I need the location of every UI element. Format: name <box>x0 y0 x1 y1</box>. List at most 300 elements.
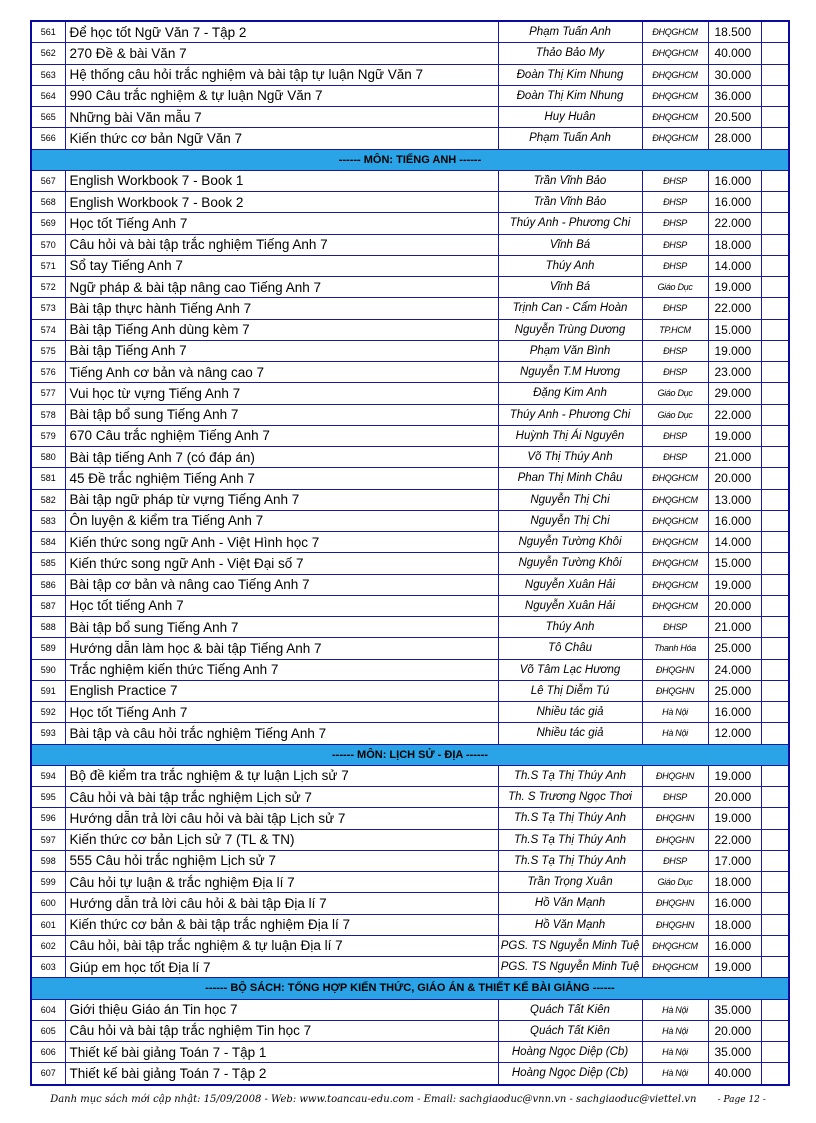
book-author: Lê Thị Diễm Tú <box>498 680 642 701</box>
book-publisher: ĐHQGHCM <box>642 595 708 616</box>
book-price: 19.000 <box>708 808 761 829</box>
book-title: Câu hỏi và bài tập trắc nghiệm Tiếng Anh 7 <box>65 234 498 255</box>
book-author: PGS. TS Nguyễn Minh Tuệ <box>498 957 642 978</box>
book-author: Nguyễn Trùng Dương <box>498 319 642 340</box>
book-row <box>31 574 789 595</box>
book-author: Vĩnh Bá <box>498 234 642 255</box>
book-title: English Workbook 7 - Book 1 <box>65 170 498 191</box>
book-publisher: ĐHSP <box>642 362 708 383</box>
book-publisher: ĐHSP <box>642 617 708 638</box>
order-cell <box>761 447 789 468</box>
book-publisher: Giáo Dục <box>642 404 708 425</box>
book-publisher: ĐHSP <box>642 192 708 213</box>
book-number: 562 <box>31 43 65 64</box>
book-price: 22.000 <box>708 298 761 319</box>
book-price: 19.000 <box>708 574 761 595</box>
order-cell <box>761 935 789 956</box>
book-row <box>31 489 789 510</box>
book-author: Nguyễn T.M Hương <box>498 362 642 383</box>
book-publisher: ĐHQGHCM <box>642 553 708 574</box>
book-price: 28.000 <box>708 128 761 149</box>
order-cell <box>761 213 789 234</box>
book-number: 592 <box>31 702 65 723</box>
book-publisher: ĐHQGHCM <box>642 85 708 106</box>
order-cell <box>761 489 789 510</box>
book-catalog-table <box>30 20 790 1086</box>
book-author: Đoàn Thị Kim Nhung <box>498 85 642 106</box>
book-publisher: ĐHSP <box>642 213 708 234</box>
book-row <box>31 999 789 1020</box>
book-number: 580 <box>31 447 65 468</box>
book-publisher: ĐHSP <box>642 255 708 276</box>
order-cell <box>761 340 789 361</box>
order-cell <box>761 468 789 489</box>
book-title: 45 Đề trắc nghiệm Tiếng Anh 7 <box>65 468 498 489</box>
book-number: 593 <box>31 723 65 744</box>
book-number: 584 <box>31 532 65 553</box>
order-cell <box>761 255 789 276</box>
book-price: 21.000 <box>708 447 761 468</box>
book-price: 19.000 <box>708 425 761 446</box>
book-author: Trịnh Can - Cẩm Hoàn <box>498 298 642 319</box>
order-cell <box>761 957 789 978</box>
book-title: Bộ đề kiểm tra trắc nghiệm & tự luận Lịch sử 7 <box>65 765 498 786</box>
book-author: Thúy Anh - Phương Chi <box>498 404 642 425</box>
book-price: 14.000 <box>708 255 761 276</box>
book-row <box>31 404 789 425</box>
book-price: 19.000 <box>708 957 761 978</box>
book-row <box>31 808 789 829</box>
book-author: Th.S Tạ Thị Thúy Anh <box>498 765 642 786</box>
book-publisher: ĐHSP <box>642 170 708 191</box>
order-cell <box>761 680 789 701</box>
book-author: Quách Tất Kiên <box>498 1020 642 1041</box>
book-author: Hoàng Ngọc Diệp (Cb) <box>498 1042 642 1063</box>
book-number: 598 <box>31 850 65 871</box>
book-publisher: TP.HCM <box>642 319 708 340</box>
book-title: Những bài Văn mẫu 7 <box>65 107 498 128</box>
book-price: 36.000 <box>708 85 761 106</box>
book-publisher: ĐHSP <box>642 850 708 871</box>
book-price: 19.000 <box>708 277 761 298</box>
book-price: 16.000 <box>708 170 761 191</box>
order-cell <box>761 404 789 425</box>
book-title: English Workbook 7 - Book 2 <box>65 192 498 213</box>
book-price: 35.000 <box>708 1042 761 1063</box>
book-author: Huỳnh Thị Ái Nguyên <box>498 425 642 446</box>
book-row <box>31 107 789 128</box>
book-price: 13.000 <box>708 489 761 510</box>
book-number: 570 <box>31 234 65 255</box>
book-price: 16.000 <box>708 192 761 213</box>
book-row <box>31 1063 789 1085</box>
book-row <box>31 617 789 638</box>
book-price: 20.000 <box>708 595 761 616</box>
order-cell <box>761 765 789 786</box>
book-publisher: ĐHQGHCM <box>642 468 708 489</box>
book-row <box>31 659 789 680</box>
book-author: Trần Trọng Xuân <box>498 872 642 893</box>
book-title: Kiến thức song ngữ Anh - Việt Hình học 7 <box>65 532 498 553</box>
book-publisher: ĐHSP <box>642 340 708 361</box>
book-publisher: Hà Nội <box>642 999 708 1020</box>
order-cell <box>761 595 789 616</box>
book-price: 20.000 <box>708 787 761 808</box>
book-number: 582 <box>31 489 65 510</box>
order-cell <box>761 362 789 383</box>
book-row <box>31 765 789 786</box>
book-row <box>31 192 789 213</box>
book-price: 15.000 <box>708 553 761 574</box>
book-number: 567 <box>31 170 65 191</box>
book-number: 595 <box>31 787 65 808</box>
book-row <box>31 957 789 978</box>
book-publisher: Hà Nội <box>642 723 708 744</box>
order-cell <box>761 319 789 340</box>
book-title: Trắc nghiệm kiến thức Tiếng Anh 7 <box>65 659 498 680</box>
book-publisher: Giáo Dục <box>642 383 708 404</box>
book-number: 589 <box>31 638 65 659</box>
book-author: Vĩnh Bá <box>498 277 642 298</box>
book-row <box>31 702 789 723</box>
book-number: 566 <box>31 128 65 149</box>
book-number: 606 <box>31 1042 65 1063</box>
book-title: Học tốt Tiếng Anh 7 <box>65 213 498 234</box>
book-title: Thiết kế bài giảng Toán 7 - Tập 1 <box>65 1042 498 1063</box>
book-row <box>31 447 789 468</box>
order-cell <box>761 298 789 319</box>
book-row <box>31 128 789 149</box>
book-publisher: ĐHQGHCM <box>642 510 708 531</box>
book-title: Giúp em học tốt Địa lí 7 <box>65 957 498 978</box>
order-cell <box>761 234 789 255</box>
book-row <box>31 255 789 276</box>
book-author: Hồ Văn Mạnh <box>498 893 642 914</box>
book-row <box>31 234 789 255</box>
book-publisher: ĐHSP <box>642 298 708 319</box>
book-publisher: ĐHQGHCM <box>642 489 708 510</box>
order-cell <box>761 85 789 106</box>
book-title: Câu hỏi, bài tập trắc nghiệm & tự luận Địa lí 7 <box>65 935 498 956</box>
order-cell <box>761 192 789 213</box>
order-cell <box>761 170 789 191</box>
book-title: Hướng dẫn trả lời câu hỏi và bài tập Lịch sử 7 <box>65 808 498 829</box>
book-number: 601 <box>31 914 65 935</box>
book-title: Ngữ pháp & bài tập nâng cao Tiếng Anh 7 <box>65 277 498 298</box>
book-author: Trần Vĩnh Bảo <box>498 192 642 213</box>
book-price: 16.000 <box>708 893 761 914</box>
book-row <box>31 723 789 744</box>
book-price: 18.500 <box>708 21 761 43</box>
book-author: Hoàng Ngọc Diệp (Cb) <box>498 1063 642 1085</box>
book-number: 591 <box>31 680 65 701</box>
book-price: 23.000 <box>708 362 761 383</box>
book-row <box>31 850 789 871</box>
book-price: 40.000 <box>708 43 761 64</box>
book-row <box>31 277 789 298</box>
book-number: 604 <box>31 999 65 1020</box>
book-row <box>31 595 789 616</box>
book-publisher: ĐHQGHN <box>642 680 708 701</box>
book-row <box>31 893 789 914</box>
order-cell <box>761 553 789 574</box>
book-title: Học tốt tiếng Anh 7 <box>65 595 498 616</box>
section-header-row <box>31 978 789 999</box>
book-row <box>31 532 789 553</box>
book-title: Để học tốt Ngữ Văn 7 - Tập 2 <box>65 21 498 43</box>
book-publisher: Hà Nội <box>642 1020 708 1041</box>
book-title: Câu hỏi và bài tập trắc nghiệm Tin học 7 <box>65 1020 498 1041</box>
book-row <box>31 362 789 383</box>
book-author: Nguyễn Tường Khôi <box>498 553 642 574</box>
book-price: 19.000 <box>708 765 761 786</box>
book-price: 19.000 <box>708 340 761 361</box>
book-author: Võ Thị Thúy Anh <box>498 447 642 468</box>
book-author: Huy Huân <box>498 107 642 128</box>
book-price: 20.000 <box>708 1020 761 1041</box>
order-cell <box>761 1042 789 1063</box>
book-author: Thúy Anh - Phương Chi <box>498 213 642 234</box>
book-title: Bài tập bổ sung Tiếng Anh 7 <box>65 404 498 425</box>
order-cell <box>761 107 789 128</box>
book-row <box>31 340 789 361</box>
book-publisher: ĐHQGHN <box>642 893 708 914</box>
book-publisher: ĐHSP <box>642 787 708 808</box>
book-title: Bài tập thực hành Tiếng Anh 7 <box>65 298 498 319</box>
book-price: 35.000 <box>708 999 761 1020</box>
order-cell <box>761 425 789 446</box>
book-row <box>31 787 789 808</box>
book-row <box>31 914 789 935</box>
book-publisher: ĐHQGHN <box>642 914 708 935</box>
book-author: Thảo Bảo My <box>498 43 642 64</box>
book-author: Nguyễn Tường Khôi <box>498 532 642 553</box>
book-number: 607 <box>31 1063 65 1085</box>
book-title: Câu hỏi và bài tập trắc nghiệm Lịch sử 7 <box>65 787 498 808</box>
section-header-row <box>31 149 789 170</box>
book-price: 40.000 <box>708 1063 761 1085</box>
book-row <box>31 1020 789 1041</box>
book-row <box>31 298 789 319</box>
book-price: 22.000 <box>708 404 761 425</box>
book-author: PGS. TS Nguyễn Minh Tuệ <box>498 935 642 956</box>
book-price: 25.000 <box>708 680 761 701</box>
book-title: Tiếng Anh cơ bản và nâng cao 7 <box>65 362 498 383</box>
order-cell <box>761 723 789 744</box>
book-publisher: Hà Nội <box>642 1063 708 1085</box>
book-publisher: ĐHQGHN <box>642 659 708 680</box>
book-price: 24.000 <box>708 659 761 680</box>
section-header-row <box>31 744 789 765</box>
book-price: 17.000 <box>708 850 761 871</box>
order-cell <box>761 128 789 149</box>
book-row <box>31 553 789 574</box>
order-cell <box>761 787 789 808</box>
book-number: 569 <box>31 213 65 234</box>
book-price: 29.000 <box>708 383 761 404</box>
catalog-rows <box>31 21 789 1085</box>
section-title: ------ MÔN: LỊCH SỬ - ĐỊA ------ <box>31 744 789 765</box>
book-publisher: ĐHSP <box>642 234 708 255</box>
book-row <box>31 383 789 404</box>
book-title: Vui học từ vựng Tiếng Anh 7 <box>65 383 498 404</box>
book-title: Hướng dẫn làm học & bài tập Tiếng Anh 7 <box>65 638 498 659</box>
book-number: 594 <box>31 765 65 786</box>
book-price: 22.000 <box>708 213 761 234</box>
book-title: Bài tập bổ sung Tiếng Anh 7 <box>65 617 498 638</box>
book-author: Tô Châu <box>498 638 642 659</box>
book-title: 270 Đề & bài Văn 7 <box>65 43 498 64</box>
book-title: Học tốt Tiếng Anh 7 <box>65 702 498 723</box>
book-number: 571 <box>31 255 65 276</box>
book-row <box>31 680 789 701</box>
book-title: Hướng dẫn trả lời câu hỏi & bài tập Địa lí 7 <box>65 893 498 914</box>
book-price: 18.000 <box>708 872 761 893</box>
book-row <box>31 510 789 531</box>
book-title: Câu hỏi tự luận & trắc nghiệm Địa lí 7 <box>65 872 498 893</box>
book-publisher: Hà Nội <box>642 702 708 723</box>
book-number: 602 <box>31 935 65 956</box>
book-title: Kiến thức song ngữ Anh - Việt Đại số 7 <box>65 553 498 574</box>
book-publisher: ĐHSP <box>642 425 708 446</box>
book-price: 16.000 <box>708 935 761 956</box>
order-cell <box>761 1063 789 1085</box>
book-price: 15.000 <box>708 319 761 340</box>
book-price: 20.000 <box>708 468 761 489</box>
order-cell <box>761 64 789 85</box>
book-price: 16.000 <box>708 702 761 723</box>
book-number: 599 <box>31 872 65 893</box>
book-publisher: ĐHQGHCM <box>642 574 708 595</box>
book-row <box>31 170 789 191</box>
order-cell <box>761 914 789 935</box>
book-price: 18.000 <box>708 234 761 255</box>
book-title: English Practice 7 <box>65 680 498 701</box>
book-row <box>31 935 789 956</box>
book-number: 574 <box>31 319 65 340</box>
order-cell <box>761 383 789 404</box>
book-title: Bài tập Tiếng Anh 7 <box>65 340 498 361</box>
book-author: Th.S Tạ Thị Thúy Anh <box>498 850 642 871</box>
book-author: Thúy Anh <box>498 255 642 276</box>
book-number: 572 <box>31 277 65 298</box>
order-cell <box>761 659 789 680</box>
book-price: 18.000 <box>708 914 761 935</box>
book-publisher: ĐHQGHCM <box>642 532 708 553</box>
book-title: Ôn luyện & kiểm tra Tiếng Anh 7 <box>65 510 498 531</box>
book-publisher: ĐHQGHN <box>642 765 708 786</box>
book-author: Nhiều tác giả <box>498 702 642 723</box>
book-price: 21.000 <box>708 617 761 638</box>
book-author: Đặng Kim Anh <box>498 383 642 404</box>
book-author: Phạm Tuấn Anh <box>498 21 642 43</box>
book-title: Kiến thức cơ bản Ngữ Văn 7 <box>65 128 498 149</box>
book-author: Nguyễn Thị Chi <box>498 510 642 531</box>
book-publisher: ĐHQGHCM <box>642 107 708 128</box>
book-row <box>31 21 789 43</box>
book-price: 20.500 <box>708 107 761 128</box>
book-title: 555 Câu hỏi trắc nghiệm Lịch sử 7 <box>65 850 498 871</box>
order-cell <box>761 850 789 871</box>
book-price: 12.000 <box>708 723 761 744</box>
page-footer <box>0 1094 816 1105</box>
book-row <box>31 829 789 850</box>
book-publisher: ĐHQGHCM <box>642 957 708 978</box>
book-author: Phạm Tuấn Anh <box>498 128 642 149</box>
book-publisher: ĐHQGHCM <box>642 21 708 43</box>
book-title: Kiến thức cơ bản & bài tập trắc nghiệm Địa lí 7 <box>65 914 498 935</box>
book-title: Bài tập Tiếng Anh dùng kèm 7 <box>65 319 498 340</box>
book-number: 561 <box>31 21 65 43</box>
book-number: 563 <box>31 64 65 85</box>
book-title: Hệ thống câu hỏi trắc nghiệm và bài tập tự luận Ngữ Văn 7 <box>65 64 498 85</box>
book-publisher: ĐHSP <box>642 447 708 468</box>
book-number: 573 <box>31 298 65 319</box>
book-author: Nguyễn Thị Chi <box>498 489 642 510</box>
book-title: 670 Câu trắc nghiệm Tiếng Anh 7 <box>65 425 498 446</box>
order-cell <box>761 617 789 638</box>
book-author: Đoàn Thị Kim Nhung <box>498 64 642 85</box>
order-cell <box>761 21 789 43</box>
order-cell <box>761 277 789 298</box>
book-number: 581 <box>31 468 65 489</box>
order-cell <box>761 702 789 723</box>
book-row <box>31 1042 789 1063</box>
book-row <box>31 43 789 64</box>
book-price: 30.000 <box>708 64 761 85</box>
section-title: ------ MÔN: TIẾNG ANH ------ <box>31 149 789 170</box>
page-number: - Page 12 - <box>717 1095 766 1105</box>
book-publisher: ĐHQGHCM <box>642 935 708 956</box>
book-number: 565 <box>31 107 65 128</box>
book-author: Trần Vĩnh Bảo <box>498 170 642 191</box>
book-author: Quách Tất Kiên <box>498 999 642 1020</box>
book-author: Phạm Văn Bình <box>498 340 642 361</box>
book-publisher: ĐHQGHCM <box>642 43 708 64</box>
book-title: Giới thiệu Giáo án Tin học 7 <box>65 999 498 1020</box>
book-number: 596 <box>31 808 65 829</box>
book-number: 605 <box>31 1020 65 1041</box>
book-row <box>31 425 789 446</box>
book-title: Sổ tay Tiếng Anh 7 <box>65 255 498 276</box>
book-author: Hồ Văn Mạnh <box>498 914 642 935</box>
book-publisher: ĐHQGHN <box>642 829 708 850</box>
book-title: 990 Câu trắc nghiệm & tự luận Ngữ Văn 7 <box>65 85 498 106</box>
book-title: Thiết kế bài giảng Toán 7 - Tập 2 <box>65 1063 498 1085</box>
book-author: Nhiều tác giả <box>498 723 642 744</box>
book-row <box>31 638 789 659</box>
book-title: Kiến thức cơ bản Lịch sử 7 (TL & TN) <box>65 829 498 850</box>
book-row <box>31 468 789 489</box>
book-publisher: ĐHQGHCM <box>642 64 708 85</box>
book-author: Th.S Tạ Thị Thúy Anh <box>498 808 642 829</box>
book-number: 587 <box>31 595 65 616</box>
book-price: 14.000 <box>708 532 761 553</box>
book-author: Thúy Anh <box>498 617 642 638</box>
footer-text: Danh mục sách mới cập nhật: 15/09/2008 - Web: www.toancau-edu.com - Email: sachgiaoduc@vnn.vn - sachgiaoduc@viettel.vn <box>50 1094 697 1105</box>
book-title: Bài tập và câu hỏi trắc nghiệm Tiếng Anh 7 <box>65 723 498 744</box>
book-number: 578 <box>31 404 65 425</box>
book-publisher: Giáo Dục <box>642 872 708 893</box>
order-cell <box>761 574 789 595</box>
book-row <box>31 319 789 340</box>
order-cell <box>761 808 789 829</box>
book-title: Bài tập tiếng Anh 7 (có đáp án) <box>65 447 498 468</box>
book-publisher: Thanh Hóa <box>642 638 708 659</box>
book-publisher: ĐHQGHN <box>642 808 708 829</box>
order-cell <box>761 893 789 914</box>
order-cell <box>761 1020 789 1041</box>
